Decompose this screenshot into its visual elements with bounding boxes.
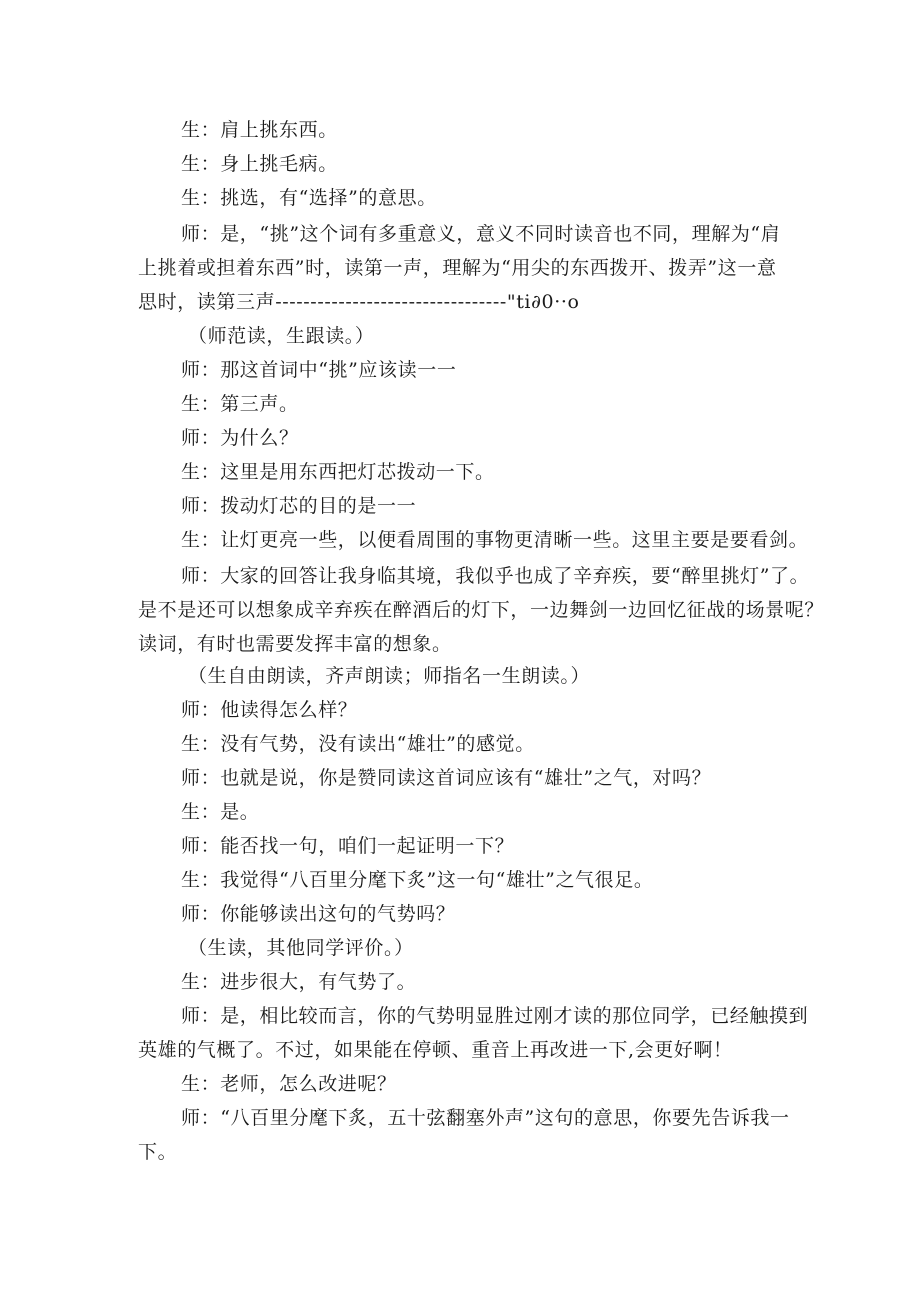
text-line: 英雄的气概了。不过，如果能在停顿、重音上再改进一下,会更好啊！ [138, 1039, 733, 1061]
text-line: 师：能否找一句，咱们一起证明一下？ [181, 835, 515, 857]
text-line: 师：你能够读出这句的气势吗？ [181, 903, 456, 925]
text-line: 师：“八百里分麾下炙，五十弦翻塞外声”这句的意思，你要先告诉我一 [181, 1107, 790, 1129]
text-line: 师：也就是说，你是赞同读这首词应该有“雄壮”之气，对吗？ [181, 767, 712, 789]
text-line: 生：进步很大，有气势了。 [181, 971, 417, 993]
text-line: 师：他读得怎么样？ [181, 699, 358, 721]
text-line: 生：肩上挑东西。 [181, 119, 338, 141]
stage-direction: （师范读，生跟读。） [188, 325, 375, 347]
stage-direction: （生读，其他同学评价。） [188, 937, 414, 959]
text-line: 生：第三声。 [181, 393, 299, 415]
text-line: 生：没有气势，没有读出“雄壮”的感觉。 [181, 733, 535, 755]
text-line: 师：拨动灯芯的目的是一一 [181, 495, 417, 517]
text-line: 是不是还可以想象成辛弃疾在醉酒后的灯下，一边舞剑一边回忆征战的场景呢？ [138, 599, 825, 621]
text-line: 生：我觉得“八百里分麾下炙”这一句“雄壮”之气很足。 [181, 869, 654, 891]
text-line: 师：大家的回答让我身临其境，我似乎也成了辛弃疾，要“醉里挑灯”了。 [181, 565, 810, 587]
stage-direction: （生自由朗读，齐声朗读；师指名一生朗读。） [188, 665, 591, 687]
text-line: 师：是，相比较而言，你的气势明显胜过刚才读的那位同学，已经触摸到 [181, 1005, 809, 1027]
text-line: 师：那这首词中“挑”应该读一一 [181, 359, 457, 381]
text-line: 生：老师，怎么改进呢？ [181, 1073, 397, 1095]
text-line: 师：是，“挑”这个词有多重意义，意义不同时读音也不同，理解为“肩 [181, 223, 781, 245]
text-line: 上挑着或担着东西”时，读第一声，理解为“用尖的东西拨开、拨弄”这一意 [138, 257, 777, 279]
text-line: 生：让灯更亮一些，以便看周围的事物更清晰一些。这里主要是要看剑。 [181, 529, 809, 551]
text-line: 读词，有时也需要发挥丰富的想象。 [138, 633, 452, 655]
text-line: 师：为什么？ [181, 427, 299, 449]
text-line: 生：这里是用东西把灯芯拨动一下。 [181, 461, 495, 483]
text-line: 生：挑选，有“选择”的意思。 [181, 187, 437, 209]
text-line: 下。 [138, 1141, 178, 1163]
text-line: 生：身上挑毛病。 [181, 153, 338, 175]
text-line: 思时，读第三声---------------------------------"ti∂0··o [138, 291, 580, 313]
text-line: 生：是。 [181, 801, 260, 823]
